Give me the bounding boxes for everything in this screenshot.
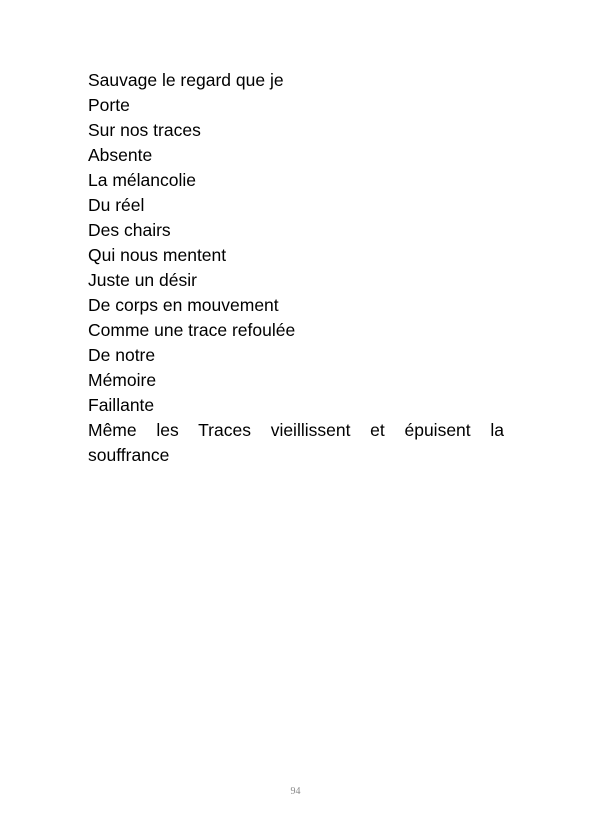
poem-line: Sur nos traces — [88, 120, 201, 140]
poem-line: Sauvage le regard que je — [88, 70, 284, 90]
poem-line: Même les Traces vieillissent et épuisent la — [88, 420, 504, 440]
poem-line: Mémoire — [88, 370, 157, 390]
poem-line: Des chairs — [88, 220, 171, 240]
poem-line: Juste un désir — [88, 270, 197, 290]
poem-text — [88, 68, 504, 468]
poem-line: Porte — [88, 95, 130, 115]
poem-line: La mélancolie — [88, 170, 196, 190]
poem-line: Absente — [88, 145, 153, 165]
poem-line: Du réel — [88, 195, 145, 215]
poem-line: Qui nous mentent — [88, 245, 227, 265]
poem-line: Comme une trace refoulée — [88, 320, 296, 340]
poem-line: Faillante — [88, 395, 155, 415]
poem-line: De notre — [88, 345, 156, 365]
poem-line: De corps en mouvement — [88, 295, 279, 315]
poem-line: souffrance — [88, 445, 170, 465]
page-number: 94 — [290, 786, 301, 797]
